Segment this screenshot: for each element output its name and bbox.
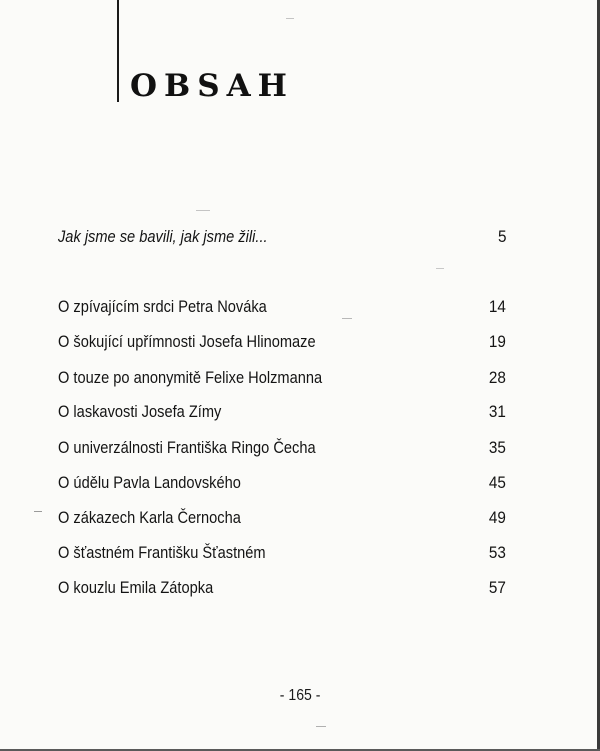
toc-entry-page: 19 xyxy=(488,332,506,351)
heading-rule xyxy=(117,0,119,102)
toc-entry-title: Jak jsme se bavili, jak jsme žili... xyxy=(58,227,268,246)
toc-entry-title: O údělu Pavla Landovského xyxy=(58,473,241,492)
scan-speck xyxy=(196,210,210,211)
toc-entry xyxy=(58,506,506,530)
toc-entry-title: O touze po anonymitě Felixe Holzmanna xyxy=(58,368,323,387)
toc-entry-title: O šťastném Františku Šťastném xyxy=(58,543,266,562)
toc-entry-title: O šokující upřímnosti Josefa Hlinomaze xyxy=(58,332,316,351)
toc-entry-title: O zpívajícím srdci Petra Nováka xyxy=(58,297,267,316)
page-title: OBSAH xyxy=(130,68,294,104)
page-number xyxy=(0,686,600,706)
toc-entry xyxy=(58,366,506,390)
scan-speck xyxy=(286,18,294,19)
toc-entry-title: O univerzálnosti Františka Ringo Čecha xyxy=(58,438,316,457)
toc-entry xyxy=(58,400,506,424)
toc-entry-page: 45 xyxy=(488,473,506,492)
toc-entry-page: 53 xyxy=(488,543,506,562)
toc-entry-page: 28 xyxy=(488,368,506,387)
toc-entry-title: O zákazech Karla Černocha xyxy=(58,508,241,527)
toc-entry xyxy=(58,576,506,600)
toc-entry-page: 5 xyxy=(497,227,506,246)
toc-entry-title: O laskavosti Josefa Zímy xyxy=(58,402,222,421)
toc-entry xyxy=(58,330,506,354)
toc-intro-entry xyxy=(58,225,506,249)
toc-entry xyxy=(58,471,506,495)
toc-entry xyxy=(58,295,506,319)
toc-entry-page: 49 xyxy=(488,508,506,527)
scan-speck xyxy=(342,318,352,319)
page-number-text: - 165 - xyxy=(279,687,321,704)
toc-entry-page: 31 xyxy=(488,402,506,421)
scan-speck xyxy=(34,511,42,512)
scan-speck xyxy=(436,268,444,269)
toc-entry-page: 57 xyxy=(488,578,506,597)
toc-entry-page: 14 xyxy=(488,297,506,316)
scan-speck xyxy=(316,726,326,727)
toc-entry-title: O kouzlu Emila Zátopka xyxy=(58,578,214,597)
toc-entry xyxy=(58,541,506,565)
toc-entry-page: 35 xyxy=(488,438,506,457)
toc-entry xyxy=(58,436,506,460)
